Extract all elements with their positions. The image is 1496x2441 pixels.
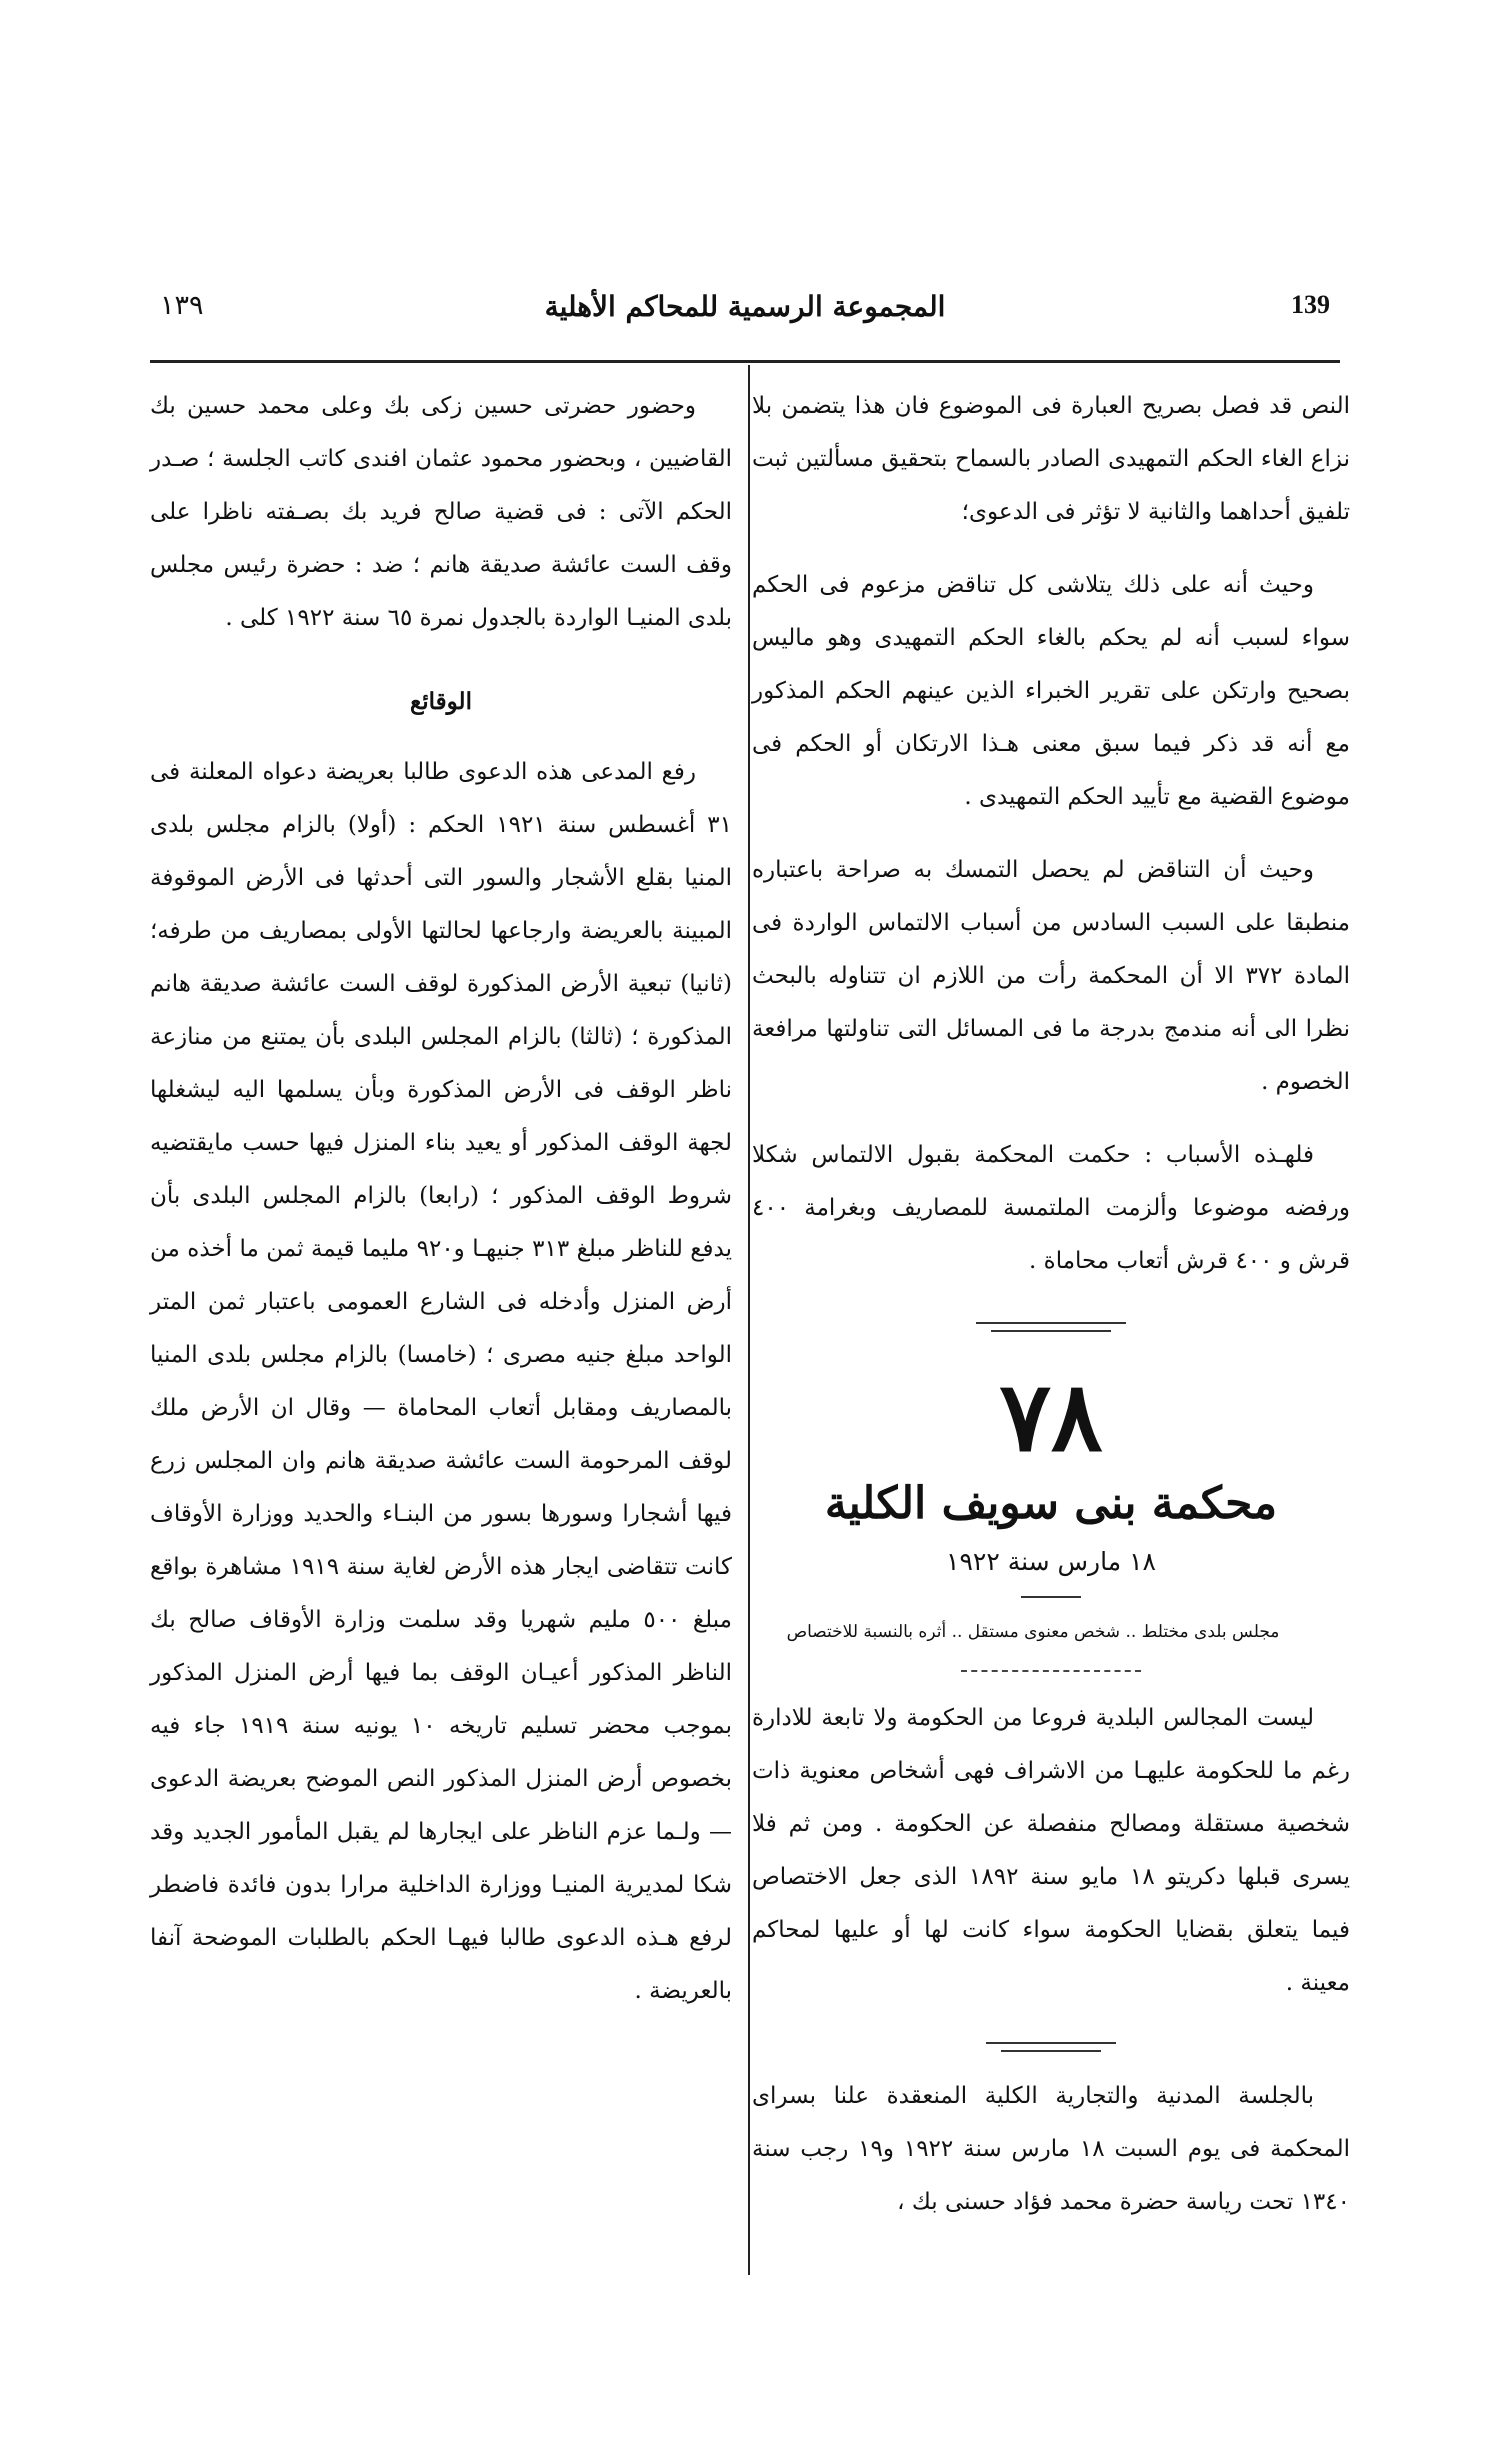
page-number-arabic: ١٣٩	[160, 290, 204, 321]
case-number: ٧٨	[999, 1360, 1103, 1473]
legal-principle: ليست المجالس البلدية فروعا من الحكومة ولا تابعة للادارة رغم ما للحكومة عليهـا من الاشراف فهى أشخاص معنوية ذات شخصية مستقلة ومصالح منفصلة عن الحكومة . ومن ثم فلا يسرى قبلها دكريتو ١٨ مايو سنة ١٨٩٢ الذى جعل الاختصاص فيما يتعلق بقضايا الحكومة سواء كانت لها أو عليها لمحاكم معينة .	[752, 1705, 1350, 1996]
page-header	[150, 290, 1340, 340]
case-summary: مجلس بلدى مختلط .. شخص معنوى مستقل .. أثره بالنسبة للاختصاص	[786, 1622, 1280, 1642]
dashed-rule	[961, 1670, 1141, 1672]
left-column	[150, 380, 732, 2038]
separator	[752, 1308, 1350, 1348]
page-number-latin: 139	[1291, 290, 1330, 319]
paragraph: رفع المدعى هذه الدعوى طالبا بعريضة دعواه المعلنة فى ٣١ أغسطس سنة ١٩٢١ الحكم : (أولا) بالزام مجلس بلدى المنيا بقلع الأشجار والسور التى أحدثها فى الأرض الموقوفة المبينة بالعريضة وارجاعها لحالتها الأولى بمصاريف من طرفه؛ (ثانيا) تبعية الأرض المذكورة لوقف الست عائشة صديقة هانم المذكورة ؛ (ثالثا) بالزام المجلس البلدى بأن يمتنع من منازعة ناظر الوقف فى الأرض المذكورة وبأن يسلمها اليه ليشغلها لجهة الوقف المذكور أو يعيد بناء المنزل فيها حسب مايقتضيه شروط الوقف المذكور ؛ (رابعا) بالزام المجلس البلدى بأن يدفع للناظر مبلغ ٣١٣ جنيهـا و٩٢٠ مليما قيمة ثمن ما أخذه من أرض المنزل وأدخله فى الشارع العمومى باعتبار ثمن المتر الواحد مبلغ جنيه مصرى ؛ (خامسا) بالزام مجلس بلدى المنيا بالمصاريف ومقابل أتعاب المحاماة — وقال ان الأرض ملك لوقف المرحومة الست عائشة صديقة هانم وان المجلس زرع فيها أشجارا وسورها بسور من البنـاء والحديد ووزارة الأوقاف كانت تتقاضى ايجار هذه الأرض لغاية سنة ١٩١٩ مشاهرة بواقع مبلغ ٥٠٠ مليم شهريا وقد سلمت وزارة الأوقاف صالح بك الناظر المذكور أعيـان الوقف بما فيها أرض المنزل المذكور بموجب محضر تسليم تاريخه ١٠ يونيه سنة ١٩١٩ جاء فيه بخصوص أرض المنزل المذكور النص الموضح بعريضة الدعوى — ولـما عزم الناظر على ايجارها لم يقبل المأمور الجديد وقد شكا لمديرية المنيـا ووزارة الداخلية مرارا بدون فائدة فاضطر لرفع هـذه الدعوى طالبا فيهـا الحكم بالطلبات الموضحة آنفا بالعريضة .	[150, 759, 733, 2004]
separator	[752, 2030, 1350, 2070]
short-rule	[1021, 1596, 1081, 1598]
case-date: ١٨ مارس سنة ١٩٢٢	[946, 1547, 1156, 1576]
right-column	[752, 380, 1350, 2249]
paragraph: وحضور حضرتى حسين زكى بك وعلى محمد حسين بك القاضيين ، وبحضور محمود عثمان افندى كاتب الجلسة ؛ صـدر الحكم الآتى : فى قضية صالح فريد بك بصـفته ناظرا على وقف الست عائشة صديقة هانم ؛ ضد : حضرة رئيس مجلس بلدى المنيـا الواردة بالجدول نمرة ٦٥ سنة ١٩٢٢ كلى .	[150, 393, 732, 631]
paragraph: وحيث أن التناقض لم يحصل التمسك به صراحة باعتباره منطبقا على السبب السادس من أسباب الالتماس الواردة فى المادة ٣٧٢ الا أن المحكمة رأت من اللازم ان تتناوله بالبحث نظرا الى أنه مندمج بدرجة ما فى المسائل التى تناولتها مرافعة الخصوم .	[752, 857, 1350, 1095]
paragraph: النص قد فصل بصريح العبارة فى الموضوع فان هذا يتضمن بلا نزاع الغاء الحكم التمهيدى الصادر بالسماح بتحقيق مسألتين ثبت تلفيق أحداهما والثانية لا تؤثر فى الدعوى؛	[752, 393, 1350, 525]
facts-heading: الوقائع	[410, 688, 472, 715]
paragraph: وحيث أنه على ذلك يتلاشى كل تناقض مزعوم فى الحكم سواء لسبب أنه لم يحكم بالغاء الحكم التمهيدى وهو ماليس بصحيح وارتكن على تقرير الخبراء الذين عينهم الحكم المذكور مع أنه قد ذكر فيما سبق معنى هـذا الارتكان أو الحكم فى موضوع القضية مع تأييد الحكم التمهيدى .	[752, 572, 1350, 810]
column-divider	[748, 365, 750, 2275]
court-name: محكمة بنى سويف الكلية	[824, 1478, 1278, 1529]
running-title: المجموعة الرسمية للمحاكم الأهلية	[544, 290, 946, 323]
header-rule	[150, 360, 1340, 363]
session-intro: بالجلسة المدنية والتجارية الكلية المنعقدة علنا بسراى المحكمة فى يوم السبت ١٨ مارس سنة ١٩٢٢ و١٩ رجب سنة ١٣٤٠ تحت رياسة حضرة محمد فؤاد حسنى بك ،	[752, 2083, 1350, 2215]
paragraph: فلهـذه الأسباب : حكمت المحكمة بقبول الالتماس شكلا ورفضه موضوعا وألزمت الملتمسة للمصاريف وبغرامة ٤٠٠ قرش و ٤٠٠ قرش أتعاب محاماة .	[752, 1142, 1350, 1274]
